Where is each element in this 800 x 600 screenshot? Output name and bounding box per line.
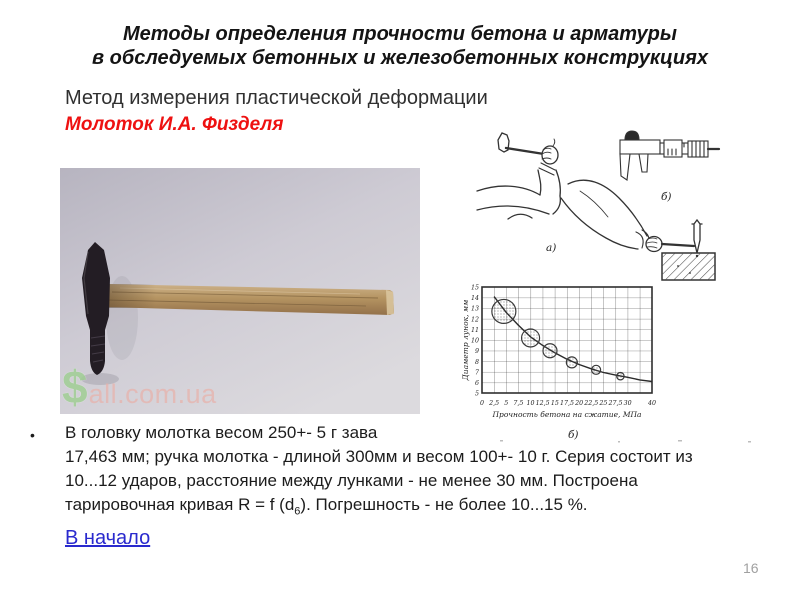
bullet-subscript: 6 [294,505,301,518]
svg-text:27,5: 27,5 [608,400,623,407]
y-axis-label: Диаметр лунок, мм [461,299,470,381]
caliper-drawing [620,131,719,180]
bullet-line-2: 17,463 мм; ручка молотка - длиной 300мм и весом 100+- 10 г. Серия состоит из [65,447,693,466]
x-axis-label: Прочность бетона на сжатие, МПа [492,410,642,419]
svg-text:10: 10 [526,400,535,407]
svg-text:8: 8 [474,358,479,366]
svg-text:2,5: 2,5 [489,400,500,407]
svg-text:14: 14 [470,295,479,303]
bullet-paragraph [30,421,778,523]
svg-text:15: 15 [550,400,559,407]
svg-text:25: 25 [599,400,608,407]
figure-drawing [428,118,795,446]
bullet-line-1: В головку молотка весом 250+- 5 г зава [65,423,378,442]
slide-title-line1: Методы определения прочности бетона и арматуры [123,23,677,45]
page-number: 16 [743,560,759,576]
slide-subtitle: Метод измерения пластической деформации [65,87,488,109]
home-link[interactable]: В начало [65,527,151,549]
svg-text:12: 12 [470,316,479,324]
slide-title [0,22,800,70]
svg-text:13: 13 [470,305,479,313]
bullet-line-4: тарировочная кривая R = f $(d_6)$. Погрешность - не более 10...15 %. [65,495,588,518]
svg-text:7,5: 7,5 [513,400,524,407]
svg-text:17,5: 17,5 [559,400,574,407]
svg-text:5: 5 [474,390,479,398]
figure-label-b-caliper: б) [661,191,672,203]
hammer-strike-drawing [561,180,702,253]
watermark [62,360,217,414]
svg-text:10: 10 [470,337,479,345]
svg-text:22,5: 22,5 [584,400,599,407]
svg-text:12,5: 12,5 [535,400,550,407]
svg-text:5: 5 [504,400,509,407]
svg-text:9: 9 [474,348,479,356]
calibration-graph [461,285,656,442]
watermark-text: all.com.ua [88,379,217,409]
figure-label-a: а) [546,242,557,254]
svg-text:0: 0 [479,400,485,407]
concrete-block-drawing [662,253,715,280]
figure-label-b-graph: б) [568,429,579,441]
svg-text:15: 15 [470,284,479,292]
svg-text:7: 7 [474,369,479,377]
method-figure-scan [428,118,795,446]
handle-end-face [386,290,394,315]
svg-text:30: 30 [623,400,632,407]
hammer-swing-drawing [477,133,560,219]
svg-text:11: 11 [470,326,479,334]
dollar-icon: $ [62,361,88,413]
svg-text:20: 20 [575,400,584,407]
method-name: Молоток И.А. Физделя [65,114,284,135]
slide-title-line2: в обследуемых бетонных и железобетонных конструкциях [91,47,709,69]
svg-text:40: 40 [647,400,657,407]
svg-text:6: 6 [474,380,479,388]
bullet-marker: • [30,427,35,443]
hammer-photo [60,168,420,414]
bullet-line-3: 10...12 ударов, расстояние между лунками - не менее 30 мм. Построена [65,471,638,490]
